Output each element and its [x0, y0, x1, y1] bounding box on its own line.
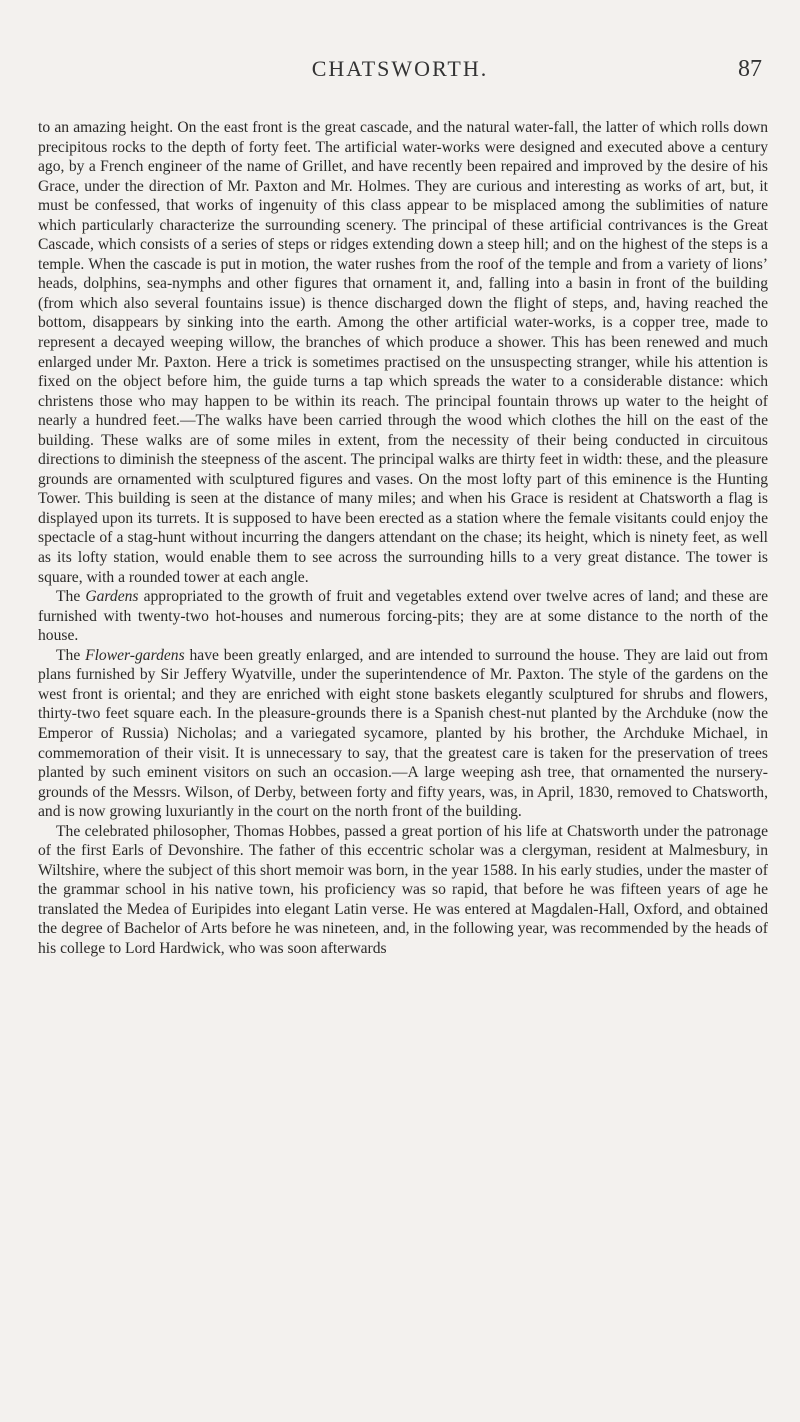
paragraph-hobbes: The celebrated philosopher, Thomas Hobbes, passed a great portion of his life at Chatsworth under the patronage of the first Earls of Devonshire. The father of this eccentric scholar was a clergyman, resident at Malmesbury, in Wiltshire, where the subject of this short memoir was born, in the year 1588. In his early studies, under the master of the grammar school in his native town, his proficiency was so rapid, that before he was fifteen years of age he translated the Medea of Euripides into elegant Latin verse. He was entered at Magdalen-Hall, Oxford, and obtained the degree of Bachelor of Arts before he was nineteen, and, in the following year, was recommended by the heads of his college to Lord Hardwick, who was soon afterwards: [38, 822, 768, 957]
gardens-prefix: The: [56, 588, 86, 606]
flower-gardens-text: have been greatly enlarged, and are intended to surround the house. They are laid out from plans furnished by Sir Jeffery Wyatville, under the superintendence of Mr. Paxton. The style of the gardens on the west front is oriental; and they are enriched with eight stone baskets elegantly sculptured for shrubs and flowers, thirty-two feet square each. In the pleasure-grounds there is a Spanish chest-nut planted by the Archduke (now the Emperor of Russia) Nicholas; and a variegated sycamore, planted by his brother, the Archduke Michael, in commemoration of their visit. It is unnecessary to say, that the greatest care is taken for the preservation of trees planted by such eminent visitors on such an occasion.—A large weeping ash tree, that ornamented the nursery-grounds of the Messrs. Wilson, of Derby, between forty and fifty years, was, in April, 1830, removed to Chatsworth, and is now growing luxuriantly in the court on the north front of the building.: [38, 646, 768, 821]
running-head: CHATSWORTH.: [311, 56, 489, 81]
gardens-term: Gardens: [85, 588, 139, 606]
page-number: 87: [738, 56, 762, 82]
paragraph-flower-gardens: [38, 646, 768, 822]
gardens-text: appropriated to the growth of fruit and vegetables extend over twelve acres of land; and these are furnished with twenty-two hot-houses and numerous forcing-pits; they are at some distance to the north of the house.: [38, 588, 768, 645]
paragraph-cascade: to an amazing height. On the east front is the great cascade, and the natural water-fall, the latter of which rolls down precipitous rocks to the depth of forty feet. The artificial water-works were designed and executed above a century ago, by a French engineer of the name of Grillet, and have recently been repaired and improved by the desire of his Grace, under the direction of Mr. Paxton and Mr. Holmes. They are curious and interesting as works of art, but, it must be confessed, that works of ingenuity of this class appear to be misplaced among the sublimities of nature which particularly characterize the surrounding scenery. The principal of these artificial contrivances is the Great Cascade, which consists of a series of steps or ridges extending down a steep hill; and on the highest of the steps is a temple. When the cascade is put in motion, the water rushes from the roof of the temple and from a variety of lions’ heads, dolphins, sea-nymphs and other figures that ornament it, and, falling into a basin in front of the building (from which also several fountains issue) is thence discharged down the flight of steps, and, having reached the bottom, disappears by sinking into the earth. Among the other artificial water-works, is a copper tree, made to represent a decayed weeping willow, the branches of which produce a shower. This has been renewed and much enlarged under Mr. Paxton. Here a trick is sometimes practised on the unsuspecting stranger, while his attention is fixed on the object before him, the guide turns a tap which spreads the water to a considerable distance: which christens those who may happen to be within its reach. The principal fountain throws up water to the height of nearly a hundred feet.—The walks have been carried through the wood which clothes the hill on the east of the building. These walks are of some miles in extent, from the necessity of their being conducted in circuitous directions to diminish the steepness of the ascent. The principal walks are thirty feet in width: these, and the pleasure grounds are ornamented with sculptured figures and vases. On the most lofty part of this eminence is the Hunting Tower. This building is seen at the distance of many miles; and when his Grace is resident at Chatsworth a flag is displayed upon its turrets. It is supposed to have been erected as a station where the female visitants could enjoy the spectacle of a stag-hunt without incurring the dangers attendant on the chase; its height, which is ninety feet, as well as its lofty station, would enable them to see across the surrounding hills to a very great distance. The tower is square, with a rounded tower at each angle.: [38, 119, 768, 586]
flower-gardens-prefix: The: [56, 646, 86, 664]
paragraph-gardens: [38, 587, 768, 646]
body-text: [38, 118, 768, 959]
page-header: [30, 56, 770, 96]
flower-gardens-term: Flower-gardens: [85, 646, 185, 664]
